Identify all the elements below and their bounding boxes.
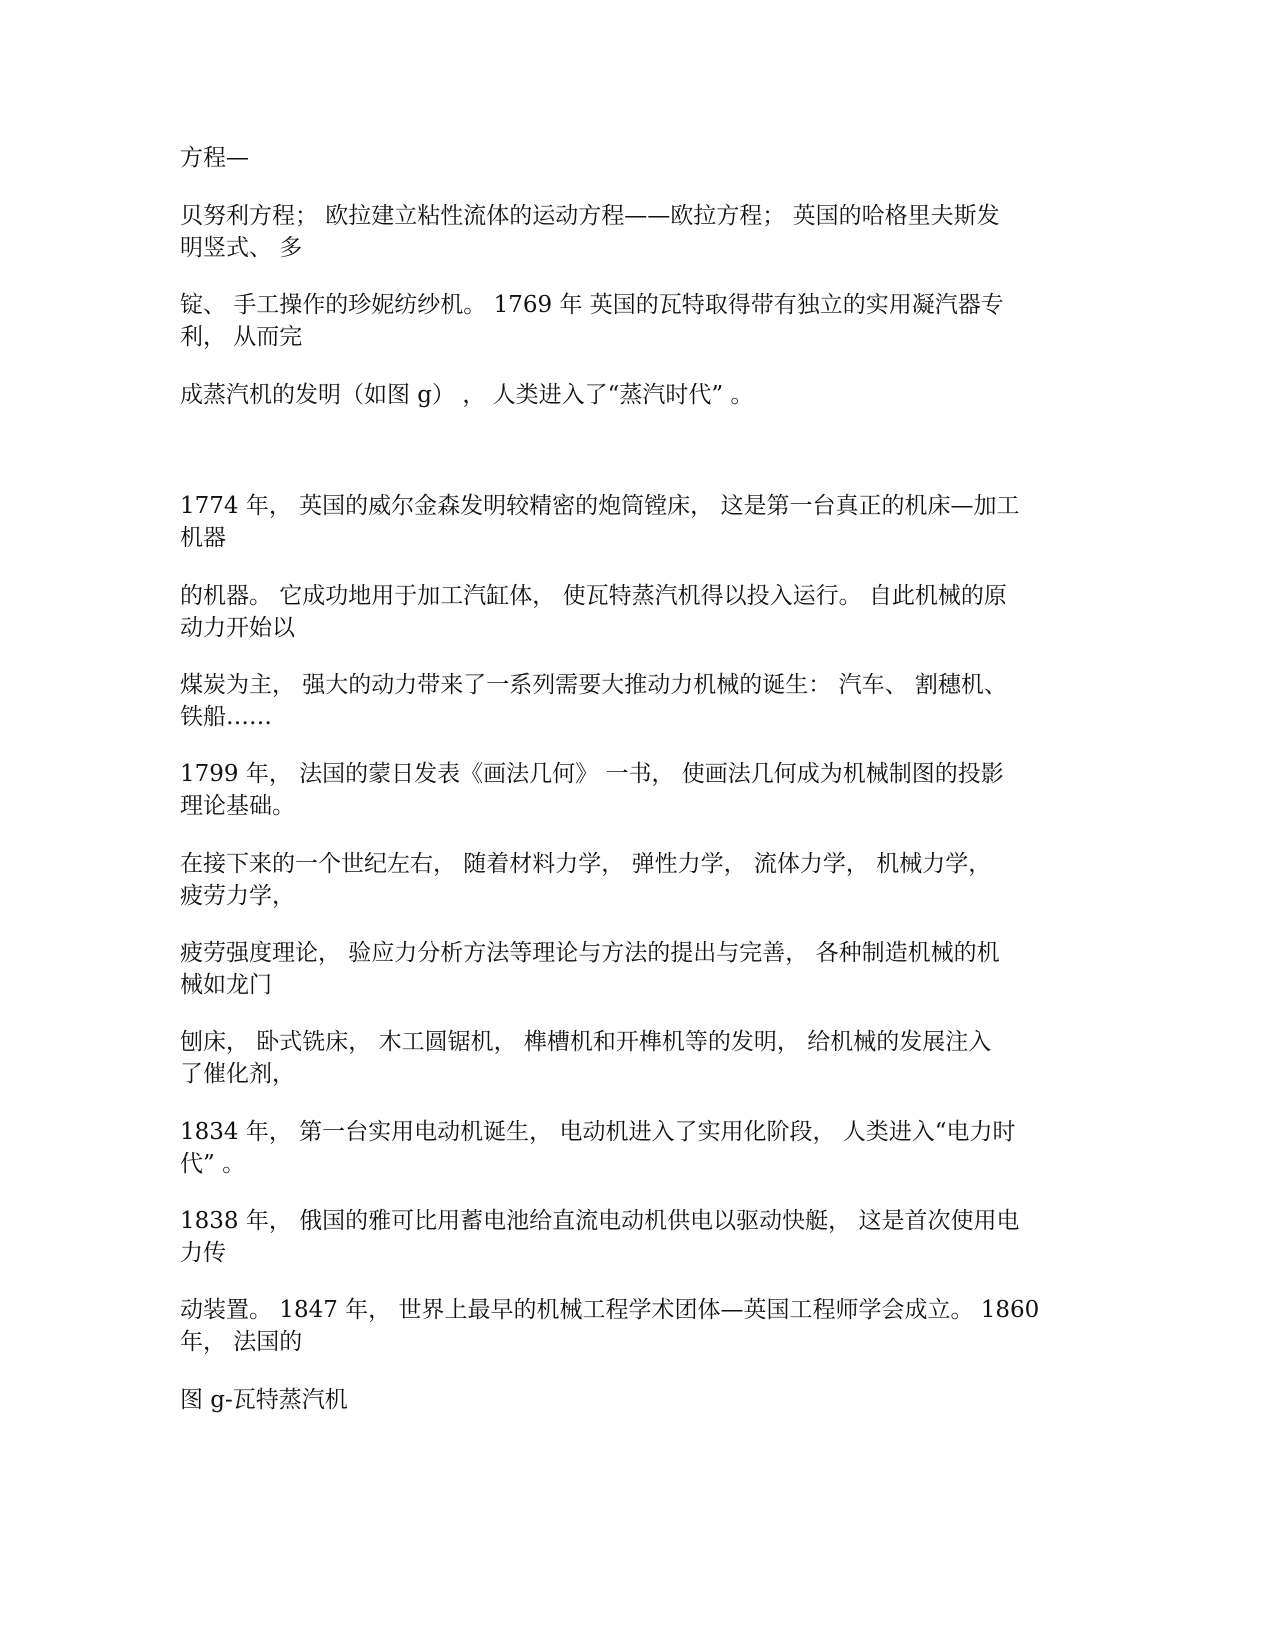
text-line: 机器 <box>180 525 226 551</box>
text-line: 铁船…… <box>180 704 272 730</box>
paragraph-2 <box>180 200 1080 264</box>
paragraph-12 <box>180 1116 1080 1180</box>
text-line: 1838 年， 俄国的雅可比用蓄电池给直流电动机供电以驱动快艇， 这是首次使用电 <box>180 1208 1020 1234</box>
text-line: 方程— <box>180 145 249 171</box>
paragraph-1 <box>180 142 1080 174</box>
text-line: 的机器。 它成功地用于加工汽缸体， 使瓦特蒸汽机得以投入运行。 自此机械的原 <box>180 583 1007 609</box>
paragraph-4 <box>180 379 1080 411</box>
paragraph-6 <box>180 580 1080 644</box>
text-line: 锭、 手工操作的珍妮纺纱机。 1769 年 英国的瓦特取得带有独立的实用凝汽器专 <box>180 292 1004 318</box>
text-line: 刨床， 卧式铣床， 木工圆锯机， 榫槽机和开榫机等的发明， 给机械的发展注入 <box>180 1029 992 1055</box>
text-line: 明竖式、 多 <box>180 235 303 261</box>
text-line: 1774 年， 英国的威尔金森发明较精密的炮筒镗床， 这是第一台真正的机床—加工 <box>180 493 1020 519</box>
text-line: 在接下来的一个世纪左右， 随着材料力学， 弹性力学， 流体力学， 机械力学， <box>180 851 992 877</box>
paragraph-3 <box>180 289 1080 353</box>
text-line: 代” 。 <box>180 1151 246 1177</box>
text-line: 了催化剂， <box>180 1061 295 1087</box>
paragraph-9 <box>180 848 1080 912</box>
text-line: 理论基础。 <box>180 793 295 819</box>
paragraph-5 <box>180 490 1080 554</box>
text-line: 1799 年， 法国的蒙日发表《画法几何》 一书， 使画法几何成为机械制图的投影 <box>180 761 1004 787</box>
caption-text: 图 g-瓦特蒸汽机 <box>180 1387 348 1413</box>
text-line: 1834 年， 第一台实用电动机诞生， 电动机进入了实用化阶段， 人类进入“电力时 <box>180 1119 1016 1145</box>
paragraph-14 <box>180 1294 1080 1358</box>
text-line: 械如龙门 <box>180 972 272 998</box>
paragraph-11 <box>180 1026 1080 1090</box>
text-line: 成蒸汽机的发明（如图 g） ， 人类进入了“蒸汽时代” 。 <box>180 382 754 408</box>
text-line: 疲劳强度理论， 验应力分析方法等理论与方法的提出与完善， 各种制造机械的机 <box>180 940 1000 966</box>
text-line: 疲劳力学， <box>180 883 295 909</box>
text-line: 贝努利方程； 欧拉建立粘性流体的运动方程——欧拉方程； 英国的哈格里夫斯发 <box>180 203 1000 229</box>
paragraph-10 <box>180 937 1080 1001</box>
text-line: 力传 <box>180 1240 226 1266</box>
text-line: 利， 从而完 <box>180 324 303 350</box>
text-line: 煤炭为主， 强大的动力带来了一系列需要大推动力机械的诞生： 汽车、 割穗机、 <box>180 672 1007 698</box>
paragraph-13 <box>180 1205 1080 1269</box>
paragraph-7 <box>180 669 1080 733</box>
figure-caption <box>180 1384 1080 1416</box>
text-line: 年， 法国的 <box>180 1329 303 1355</box>
text-line: 动装置。 1847 年， 世界上最早的机械工程学术团体—英国工程师学会成立。 1860 <box>180 1297 1040 1323</box>
paragraph-8 <box>180 758 1080 822</box>
text-line: 动力开始以 <box>180 615 295 641</box>
